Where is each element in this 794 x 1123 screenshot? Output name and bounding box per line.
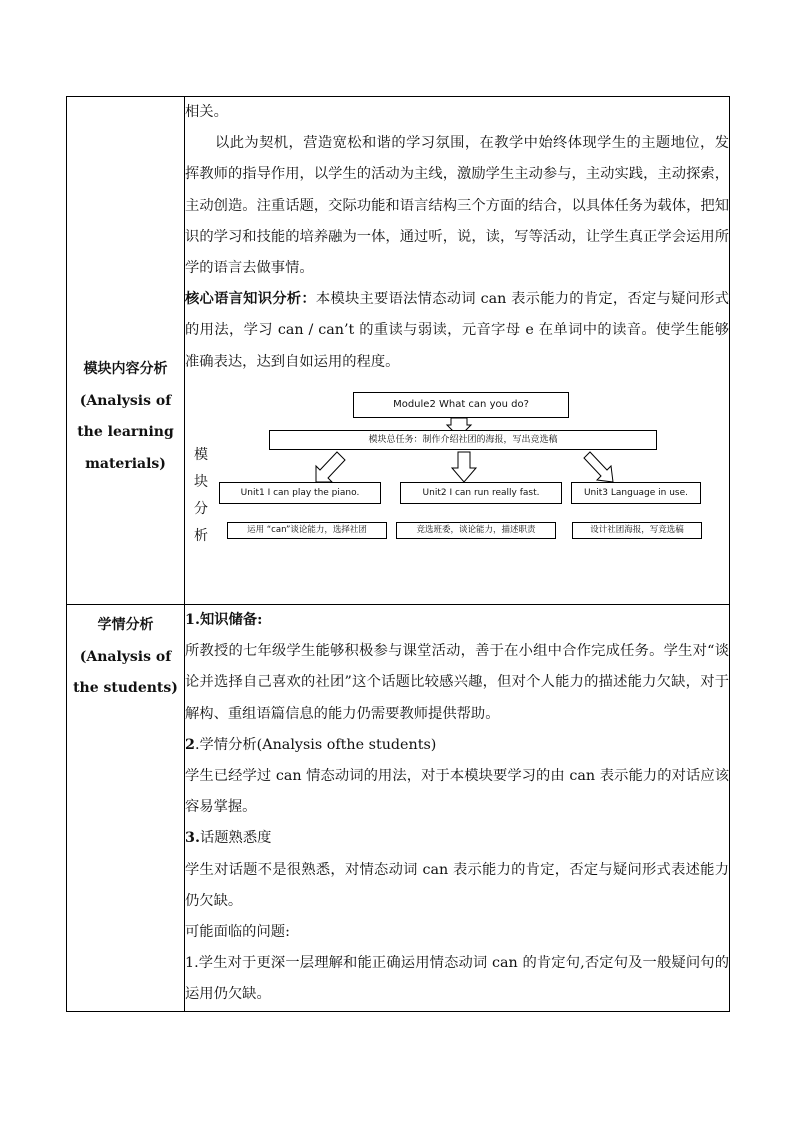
label-en-line: (Analysis of (79, 392, 172, 409)
arrow-down-icon (452, 452, 476, 482)
diagram-task-box: 模块总任务：制作介绍社团的海报，写出竞选稿 (269, 430, 657, 450)
paragraph: 所教授的七年级学生能够积极参与课堂活动，善于在小组中合作完成任务。学生对“谈论并选择自己喜欢的社团”这个话题比较感兴趣，但对个人能力的描述能力欠缺，对于解构、重组语篇信息的能力仍需要教师提供帮助。 (185, 643, 729, 722)
table-row-materials (67, 97, 730, 605)
row-content-students (185, 605, 730, 1012)
diagram-module-box: Module2 What can you do? (353, 392, 569, 418)
label-en-line: (Analysis of (79, 648, 172, 665)
paragraph: 学生对话题不是很熟悉，对情态动词 can 表示能力的肯定，否定与疑问形式表述能力仍欠缺。 (185, 861, 729, 909)
arrow-down-left-icon (316, 452, 345, 482)
diagram-unit2-box: Unit2 I can run really fast. (400, 482, 562, 504)
arrow-down-right-icon (584, 452, 613, 482)
diagram-unit3-box: Unit3 Language in use. (571, 482, 701, 504)
section-heading: 3.话题熟悉度 (185, 830, 272, 847)
label-zh: 学情分析 (97, 617, 154, 633)
diagram-unit1-sub: 运用 “can”谈论能力，选择社团 (227, 522, 387, 539)
section-heading: 2.学情分析(Analysis ofthe students) (185, 736, 437, 753)
lesson-plan-table (66, 96, 730, 1012)
diagram-unit2-sub: 竞选班委，谈论能力，描述职责 (396, 522, 556, 539)
row-label-materials (67, 97, 185, 605)
module-diagram (189, 390, 711, 548)
paragraph: 可能面临的问题: (185, 924, 290, 941)
section-heading: 1.知识储备: (185, 612, 263, 628)
label-en-line: materials) (85, 455, 166, 472)
diagram-unit1-box: Unit1 I can play the piano. (219, 482, 381, 504)
paragraph: 学生已经学过 can 情态动词的用法，对于本模块要学习的由 can 表示能力的对话应该容易掌握。 (185, 768, 729, 816)
paragraph: 1.学生对于更深一层理解和能正确运用情态动词 can 的肯定句,否定句及一般疑问句的运用仍欠缺。 (185, 955, 729, 1003)
paragraph: 相关。 (185, 104, 228, 120)
paragraph: 以此为契机，营造宽松和谐的学习氛围，在教学中始终体现学生的主题地位，发挥教师的指导作用，以学生的活动为主线，激励学生主动参与，主动实践，主动探索，主动创造。注重话题，交际功能和语言结构三个方面的结合，以具体任务为载体，把知识的学习和技能的培养融为一体，通过听，说，读，写等活动，让学生真正学会运用所学的语言去做事情。 (185, 135, 729, 277)
table-row-students (67, 605, 730, 1012)
diagram-unit3-sub: 设计社团海报，写竞选稿 (572, 522, 702, 539)
row-label-students (67, 605, 185, 1012)
paragraph (185, 284, 729, 378)
paragraph-text: 本模块主要语法情态动词 can 表示能力的肯定，否定与疑问形式的用法，学习 can / can’t 的重读与弱读，元音字母 e 在单词中的读音。使学生能够准确表达，达到自如运用的程度。 (185, 291, 730, 370)
label-en-line: the students) (73, 680, 178, 696)
diagram-side-label: 模 块 分 析 (194, 446, 208, 544)
label-zh: 模块内容分析 (83, 361, 168, 377)
label-en-line: the learning (77, 424, 174, 440)
row-content-materials (185, 97, 730, 605)
paragraph-heading: 核心语言知识分析： (185, 291, 316, 308)
